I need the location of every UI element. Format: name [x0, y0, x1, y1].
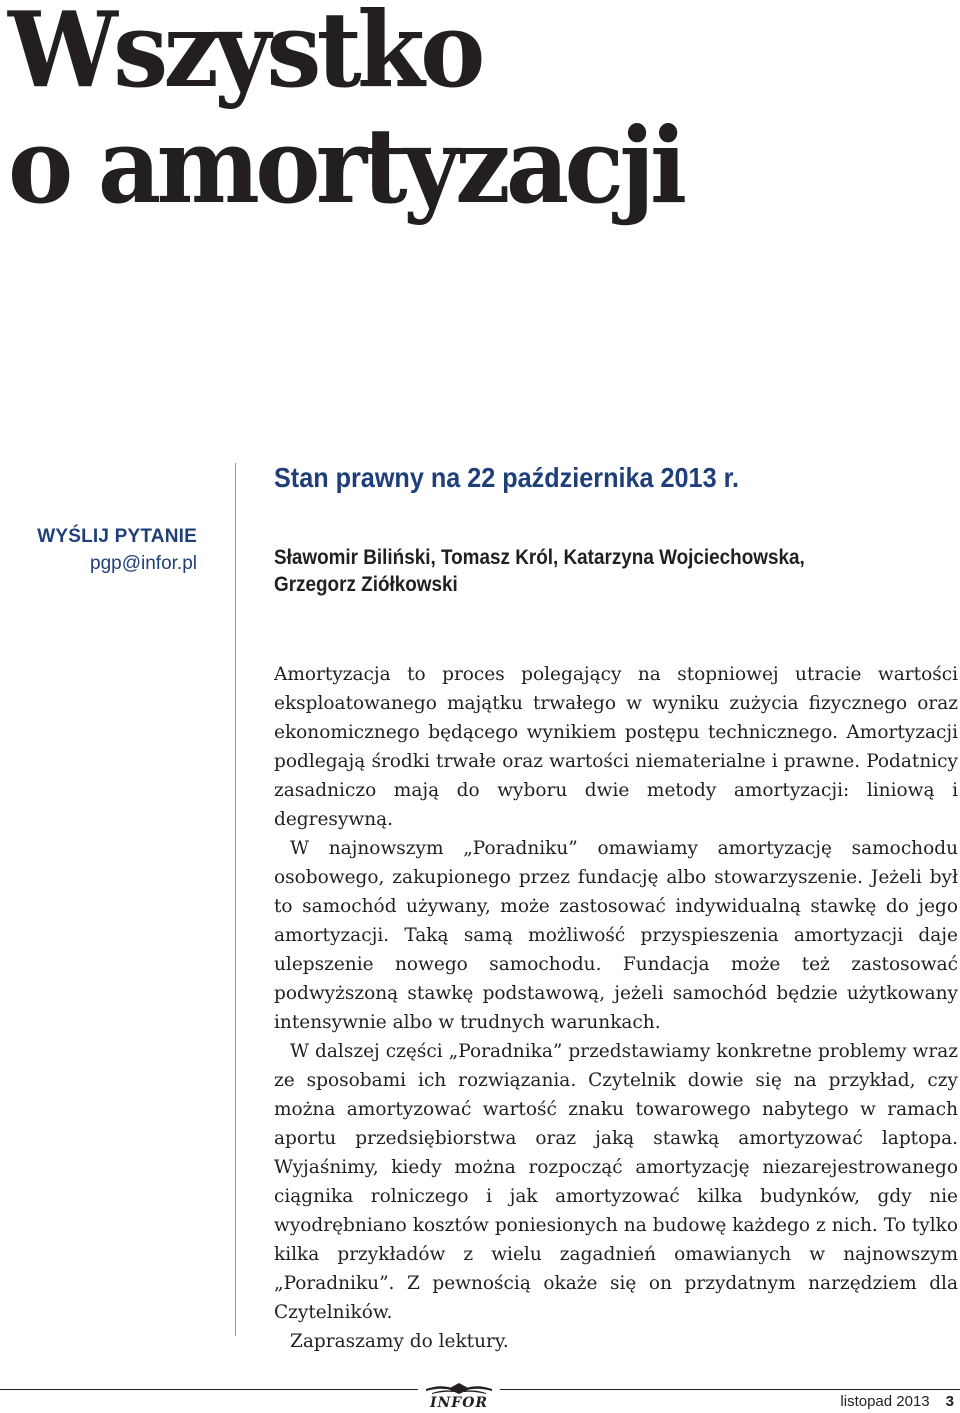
- contact-email-link[interactable]: pgp@infor.pl: [90, 553, 197, 574]
- paragraph: W najnowszym „Poradniku” omawiamy amortyzację samochodu osobowego, zakupionego przez fundację albo stowarzyszenie. Jeżeli był to samochód używany, może zastosować indywidualną stawkę do jego amortyzacji. Taką samą możliwość przyspieszenia amortyzacji daje ulepszenie nowego samochodu. Fundacja może też zastosować podwyższoną stawkę podstawową, jeżeli samochód będzie użytkowany intensywnie albo w trudnych warunkach.: [274, 838, 958, 1033]
- title-line-2: o amortyzacji: [8, 104, 683, 227]
- infor-logo: [418, 1382, 500, 1412]
- intro-text: [274, 660, 958, 1356]
- page-number: 3: [945, 1393, 954, 1410]
- logo-text: INFOR: [429, 1395, 489, 1411]
- ask-question-label: WYŚLIJ PYTANIE: [37, 526, 197, 547]
- logo-emblem-icon: [418, 1382, 500, 1396]
- paragraph: Zapraszamy do lektury.: [290, 1331, 509, 1352]
- title-line-1: Wszystko: [8, 0, 481, 111]
- authors-line-1: Sławomir Biliński, Tomasz Król, Katarzyna Wojciechowska,: [274, 546, 805, 569]
- authors-line-2: Grzegorz Ziółkowski: [274, 573, 458, 596]
- issue-date: listopad 2013: [840, 1393, 930, 1410]
- paragraph: W dalszej części „Poradnika” przedstawiamy konkretne problemy wraz ze sposobami ich rozwiązania. Czytelnik dowie się na przykład, czy można amortyzować wartość znaku towarowego nabytego w ramach aportu przedsiębiorstwa oraz jaką stawką amortyzować laptopa. Wyjaśnimy, kiedy można rozpocząć amortyzację niezarejestrowanego ciągnika rolniczego i jak amortyzować kilka budynków, gdy nie wyodrębniano kosztów poniesionych na budowę każdego z nich. To tylko kilka przykładów z wielu zagadnień omawianych w najnowszym „Poradniku”. Z pewnością okaże się on przydatnym narzędziem dla Czytelników.: [274, 1041, 958, 1323]
- page-footer: [840, 1392, 954, 1412]
- contact-box: [37, 523, 197, 577]
- legal-status-heading: Stan prawny na 22 października 2013 r.: [274, 462, 740, 493]
- paragraph: Amortyzacja to proces polegający na stopniowej utracie wartości eksploatowanego majątku trwałego w wyniku zużycia fizycznego oraz ekonomicznego będącego wynikiem postępu technicznego. Amortyzacji podlegają środki trwałe oraz wartości niematerialne i prawne. Podatnicy zasadniczo mają do wyboru dwie metody amortyzacji: liniową i degresywną.: [274, 664, 958, 830]
- vertical-divider: [235, 463, 236, 1336]
- authors: [274, 544, 850, 598]
- page-title: [8, 0, 683, 227]
